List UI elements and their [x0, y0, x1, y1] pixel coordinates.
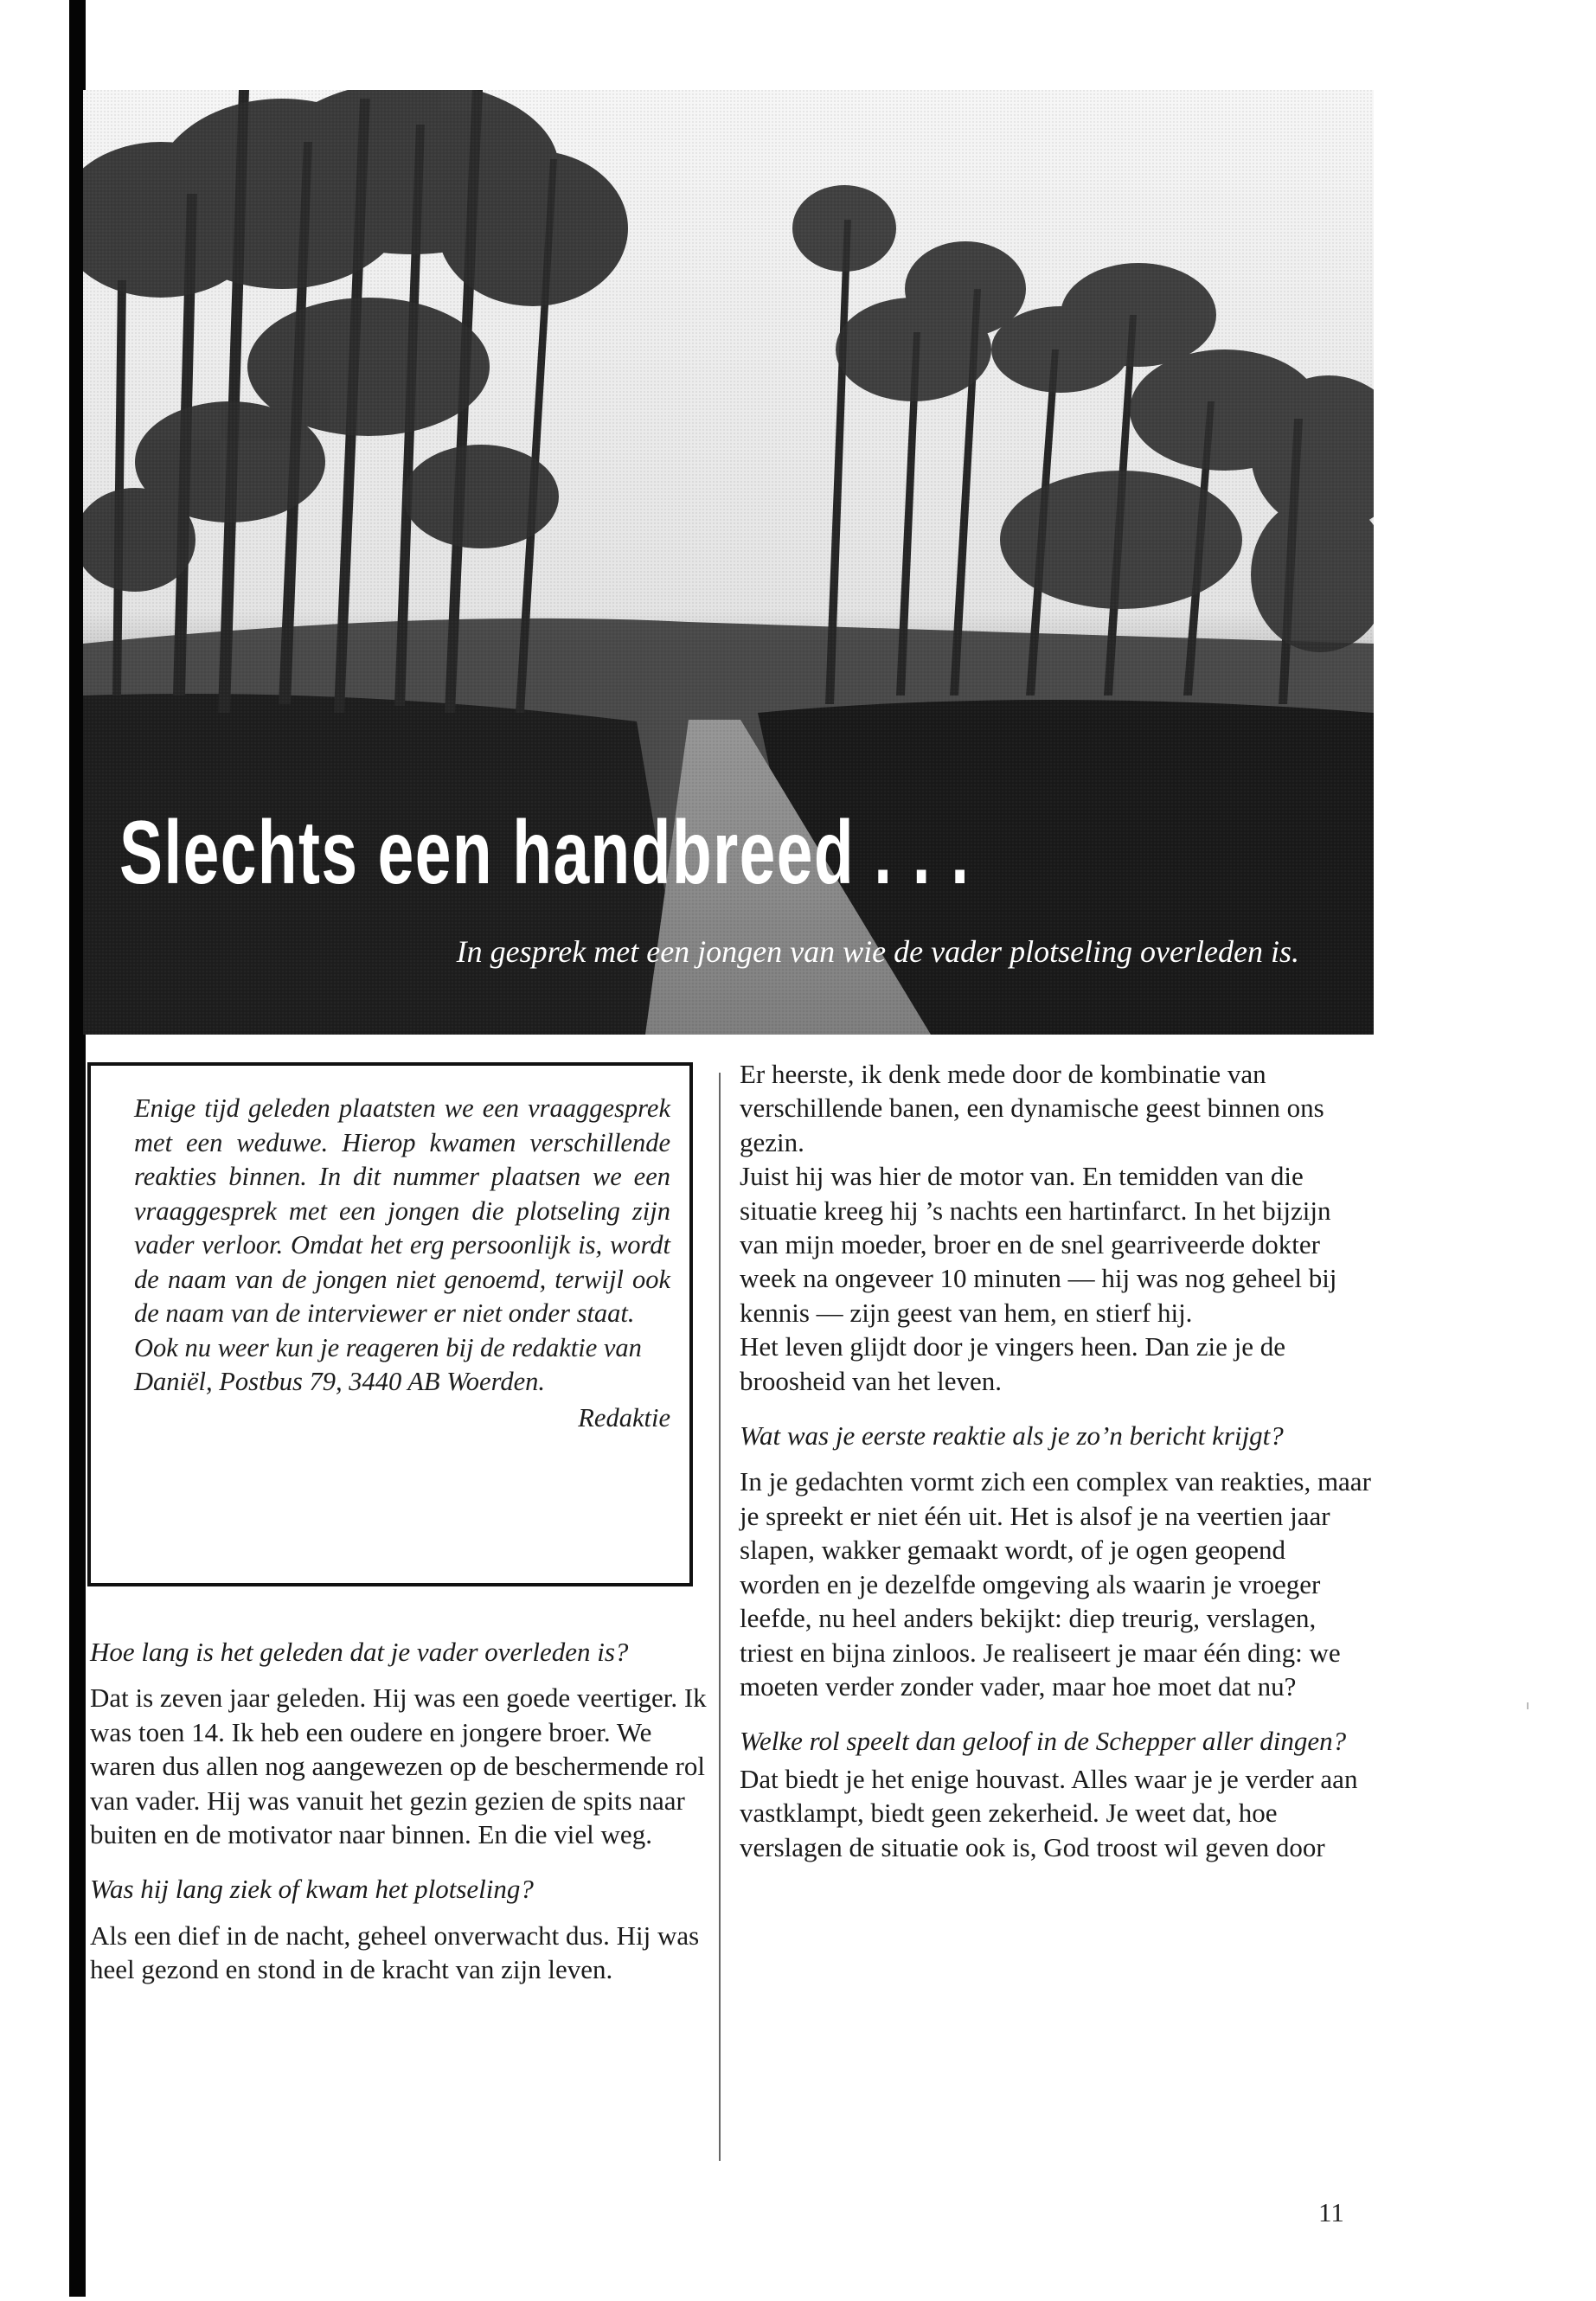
interview-answer: Dat is zeven jaar geleden. Hij was een goede veertiger. Ik was toen 14. Ik heb een oudere en jongere broer. We waren dus allen nog aangewezen op de beschermende rol van vader. Hij was vanuit het gezin gezien de spits naar buiten en de motivator naar binnen. En die viel weg.: [90, 1682, 707, 1850]
article-subtitle: In gesprek met een jongen van wie de vader plotseling overleden is.: [456, 934, 1299, 969]
intro-signature: Redaktie: [578, 1402, 670, 1433]
right-column: [740, 1057, 1371, 1885]
answer-continuation: Er heerste, ik denk mede door de kombinatie van verschillende banen, een dynamische geest binnen ons gezin.: [740, 1059, 1324, 1157]
answer-continuation: Het leven glijdt door je vingers heen. Dan zie je de broosheid van het leven.: [740, 1331, 1285, 1396]
answer-continuation: Juist hij was hier de motor van. En temidden van die situatie kreeg hij ’s nachts een hartinfarct. In het bijzijn van mijn moeder, broer en de snel gearriveerde dokter week na ongeveer 10 minuten — hij was nog geheel bij kennis — zijn geest van hem, en stierf hij.: [740, 1161, 1337, 1328]
intro-paragraph: Enige tijd geleden plaatsten we een vraaggesprek met een weduwe. Hierop kwamen verschillende reakties binnen. In dit nummer plaatsen we een vraaggesprek met een jongen die plotseling zijn vader verloor. Omdat het erg persoonlijk is, wordt de naam van de jongen niet genoemd, terwijl ook de naam van de interviewer er niet onder staat.: [134, 1093, 670, 1328]
interview-question: Was hij lang ziek of kwam het plotseling?: [90, 1874, 534, 1905]
intro-contact-paragraph: Ook nu weer kun je reageren bij de redaktie van Daniël, Postbus 79, 3440 AB Woerden.: [134, 1332, 642, 1396]
interview-answer: Dat biedt je het enige houvast. Alles waar je je verder aan vastklampt, biedt geen zekerheid. Je weet dat, hoe verslagen de situatie ook is, God troost wil geven door: [740, 1763, 1358, 1862]
editorial-intro-box: [87, 1062, 693, 1586]
column-divider: [719, 1073, 721, 2161]
interview-answer: In je gedachten vormt zich een complex van reakties, maar je spreekt er niet één uit. Het is alsof je na veertien jaar slapen, wakker gemaakt wordt, of je ogen geopend worden en je dezelfde omgeving als waarin je vroeger leefde, nu heel anders bekijkt: diep treurig, verslagen, triest en bijna zinloos. Je realiseert je maar één ding: we moeten verder zonder vader, maar hoe moet dat nu?: [740, 1466, 1371, 1702]
hero-photo: [83, 90, 1374, 1035]
interview-question: Welke rol speelt dan geloof in de Schepper aller dingen?: [740, 1726, 1347, 1757]
page-number: 11: [1318, 2197, 1344, 2227]
left-column: [90, 1635, 713, 2008]
interview-question: Wat was je eerste reaktie als je zo’n bericht krijgt?: [740, 1420, 1284, 1452]
interview-question: Hoe lang is het geleden dat je vader overleden is?: [90, 1637, 629, 1667]
scan-speck: [1527, 1702, 1529, 1709]
article-title: Slechts een handbreed . . .: [119, 803, 971, 903]
interview-answer: Als een dief in de nacht, geheel onverwacht dus. Hij was heel gezond en stond in de kracht van zijn leven.: [90, 1920, 700, 1985]
